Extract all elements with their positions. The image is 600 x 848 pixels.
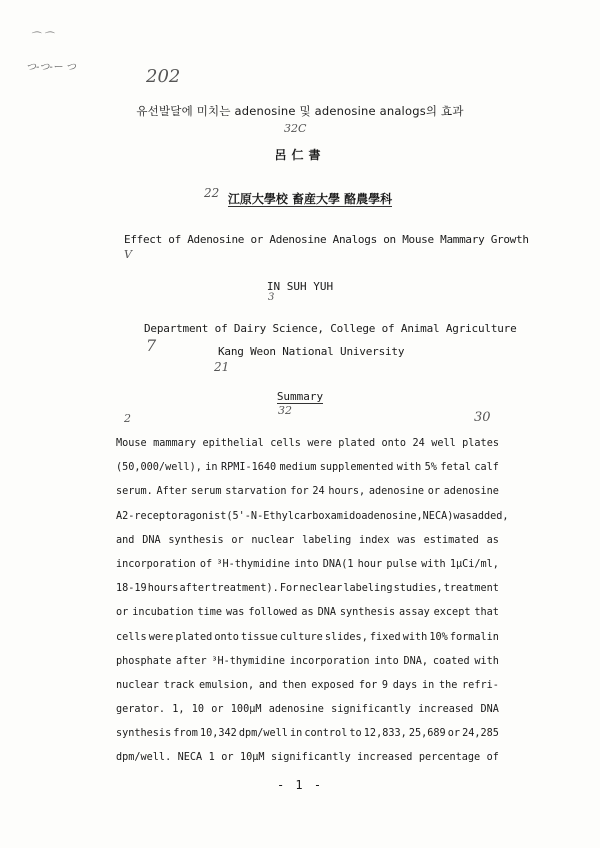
korean-title: 유선발달에 미치는 adenosine 및 adenosine analogs의 효과	[136, 104, 464, 118]
summary-paragraph	[116, 432, 509, 771]
handwritten-number-above-title: 202	[146, 66, 181, 87]
handwritten-mark-top-left-2: つ-つ-ー つ	[26, 62, 76, 73]
handwritten-mark-dept: 7	[146, 336, 157, 355]
korean-affiliation	[0, 190, 600, 207]
university: Kang Weon National University	[218, 345, 405, 358]
korean-author: 呂仁書	[274, 148, 326, 162]
handwritten-mark-author-en: 3	[268, 292, 275, 303]
summary-line: serum. After serum starvation for 24 hours, adenosine or adenosine	[116, 486, 499, 498]
handwritten-mark-summary: 32	[278, 404, 292, 417]
summary-line: dpm/well. NECA 1 or 10µM significantly increased percentage of	[116, 752, 499, 764]
korean-affiliation-text: 江原大學校 畜産大學 酪農學科	[227, 192, 393, 206]
english-author: IN SUH YUH	[266, 280, 334, 293]
summary-heading-text: Summary	[276, 390, 324, 403]
summary-line: cells were plated onto tissue culture slides, fixed with 10% formalin	[116, 631, 499, 643]
summary-line: A2-receptor agonist(5'-N-Ethylcarboxamidoadenosine, NECA) was added,	[116, 510, 509, 522]
summary-line: Mouse mammary epithelial cells were plated onto 24 well plates	[116, 438, 499, 449]
handwritten-mark-right: 30	[474, 410, 491, 425]
summary-line: gerator. 1, 10 or 100µM adenosine significantly increased DNA	[116, 704, 499, 716]
summary-heading	[0, 390, 600, 403]
department: Department of Dairy Science, College of Animal Agriculture	[144, 322, 517, 335]
handwritten-mark-univ: 21	[214, 360, 230, 374]
summary-line: nuclear track emulsion, and then exposed for 9 days in the refri-	[116, 679, 499, 691]
handwritten-mark-title-en: V	[124, 248, 132, 261]
summary-line: 18-19 hours after treatment). For neclear labeling studies, treatment	[116, 583, 499, 595]
summary-line: and DNA synthesis or nuclear labeling index was estimated as	[116, 534, 499, 546]
summary-line: incorporation of ³H-thymidine into DNA(1 hour pulse with 1µCi/ml,	[116, 558, 499, 570]
english-title: Effect of Adenosine or Adenosine Analogs on Mouse Mammary Growth	[124, 233, 529, 246]
summary-line: phosphate after ³H-thymidine incorporation into DNA, coated with	[116, 655, 499, 667]
page-number: - 1 -	[276, 778, 324, 792]
handwritten-number-affiliation: 22	[204, 186, 220, 200]
handwritten-number-above-author: 32C	[284, 122, 307, 135]
handwritten-mark-left: 2	[124, 412, 131, 425]
summary-line: synthesis from 10,342 dpm/well in control to 12,833, 25,689 or 24,285	[116, 728, 499, 740]
handwritten-mark-top-left: ⌒ ⌒	[30, 32, 54, 43]
summary-line: or incubation time was followed as DNA synthesis assay except that	[116, 607, 499, 619]
summary-line: (50,000/well), in RPMI-1640 medium supplemented with 5% fetal calf	[116, 462, 499, 474]
